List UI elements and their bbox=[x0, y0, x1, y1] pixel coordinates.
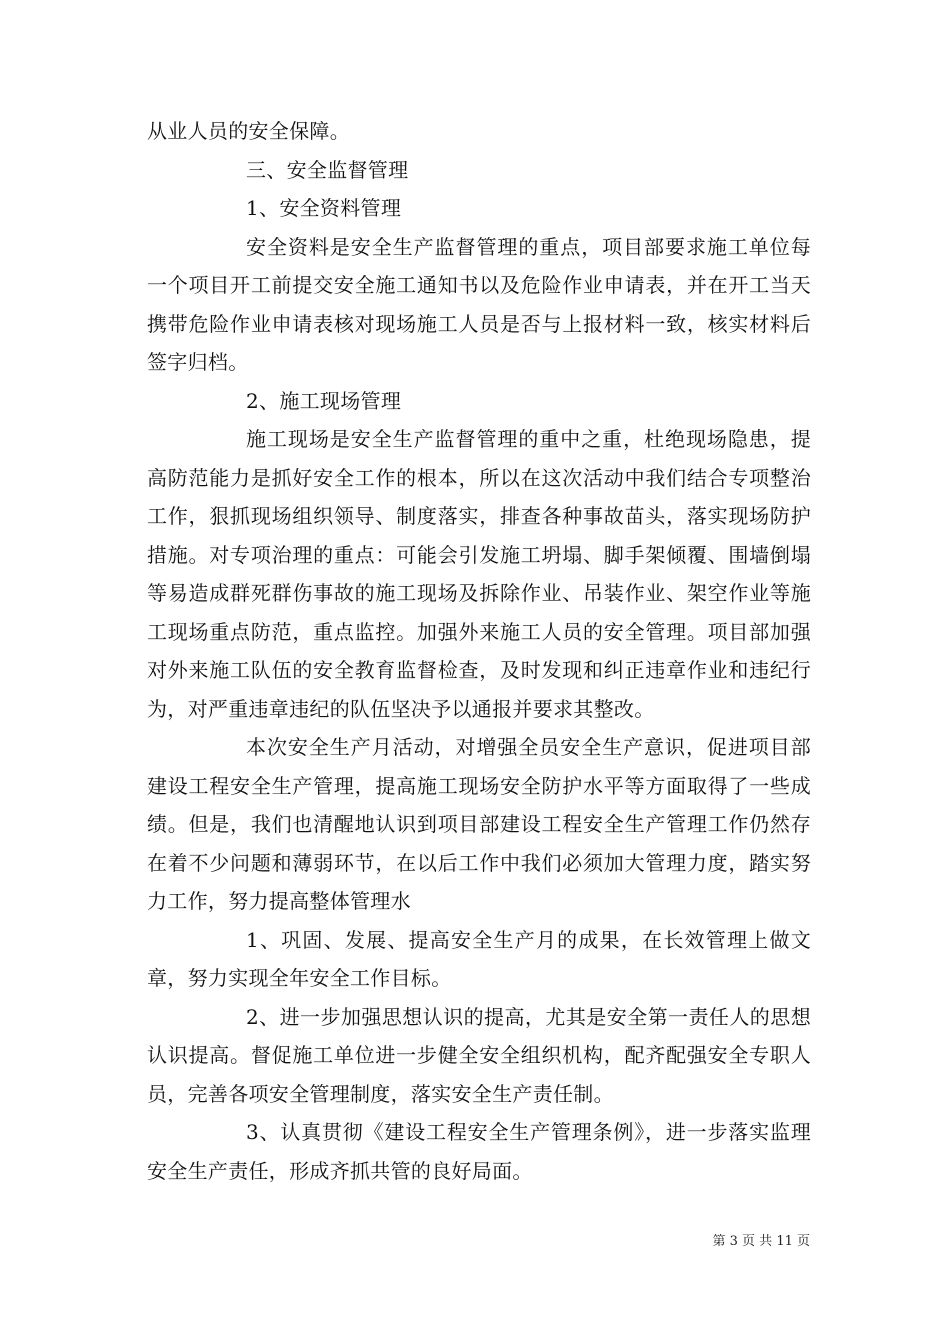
paragraph-safety-documents: 安全资料是安全生产监督管理的重点，项目部要求施工单位每一个项目开工前提交安全施工通知书以及危险作业申请表，并在开工当天携带危险作业申请表核对现场施工人员是否与上报材料一致，核实材料后签字归档。 bbox=[147, 234, 811, 374]
page-number-footer: 第 3 页 共 11 页 bbox=[712, 1234, 810, 1249]
paragraph-item-1: 1、巩固、发展、提高安全生产月的成果，在长效管理上做文章，努力实现全年安全工作目标。 bbox=[147, 927, 811, 990]
document-body bbox=[147, 112, 811, 1190]
paragraph-item-2: 2、进一步加强思想认识的提高，尤其是安全第一责任人的思想认识提高。督促施工单位进一步健全安全组织机构，配齐配强安全专职人员，完善各项安全管理制度，落实安全生产责任制。 bbox=[147, 1004, 811, 1106]
subheading-site-management: 2、施工现场管理 bbox=[246, 388, 402, 413]
paragraph-continuation: 从业人员的安全保障。 bbox=[147, 119, 350, 143]
paragraph-item-3: 3、认真贯彻《建设工程安全生产管理条例》，进一步落实监理安全生产责任，形成齐抓共管的良好局面。 bbox=[147, 1120, 811, 1183]
paragraph-site-management: 施工现场是安全生产监督管理的重中之重，杜绝现场隐患，提高防范能力是抓好安全工作的根本，所以在这次活动中我们结合专项整治工作，狠抓现场组织领导、制度落实，排查各种事故苗头，落实现场防护措施。对专项治理的重点：可能会引发施工坍塌、脚手架倾覆、围墙倒塌等易造成群死群伤事故的施工现场及拆除作业、吊装作业、架空作业等施工现场重点防范，重点监控。加强外来施工人员的安全管理。项目部加强对外来施工队伍的安全教育监督检查，及时发现和纠正违章作业和违纪行为，对严重违章违纪的队伍坚决予以通报并要求其整改。 bbox=[147, 427, 811, 721]
subheading-safety-documents: 1、安全资料管理 bbox=[246, 196, 402, 220]
paragraph-summary: 本次安全生产月活动，对增强全员安全生产意识，促进项目部建设工程安全生产管理，提高施工现场安全防护水平等方面取得了一些成绩。但是，我们也清醒地认识到项目部建设工程安全生产管理工作仍然存在着不少问题和薄弱环节，在以后工作中我们必须加大管理力度，踏实努力工作，努力提高整体管理水 bbox=[147, 735, 811, 913]
section-heading-safety-supervision: 三、安全监督管理 bbox=[246, 157, 409, 182]
